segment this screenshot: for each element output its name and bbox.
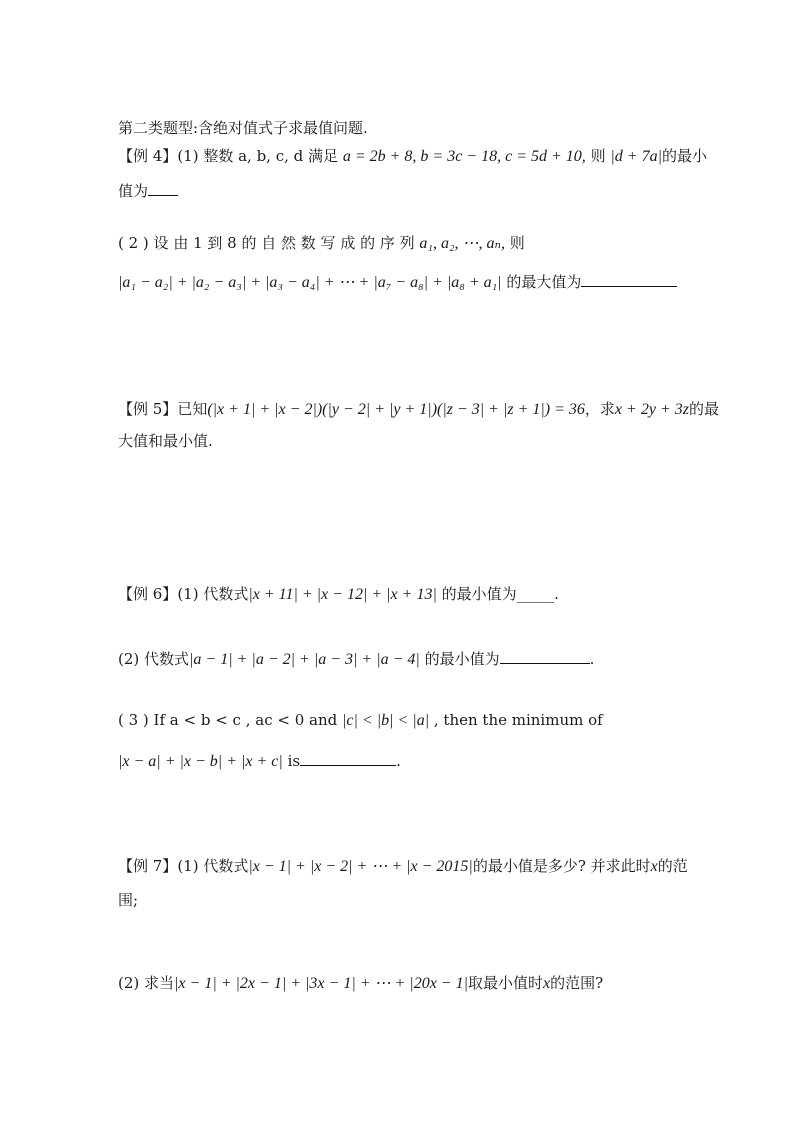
ex6-p1-intro: (1) 代数式 [177, 585, 249, 603]
ex7-p1-tail: 的最小值是多少? 并求此时 [472, 857, 651, 875]
example-7-part-1-line-2: 围; [118, 891, 139, 909]
ex6-p3-is: is [287, 752, 301, 770]
ex7-p2-var: x [543, 975, 551, 992]
ex4-p1-tail: 的最小 [661, 147, 707, 165]
ex6-p1-tail: 的最小值为_____. [441, 585, 559, 603]
ex5-expr: (|x + 1| + |x − 2|)(|y − 2| + |y + 1|)(|z − 3| + |z + 1|) = 36 [207, 401, 585, 418]
ex7-p2-expr: |x − 1| + |2x − 1| + |3x − 1| + ⋯ + |20x − 1| [174, 975, 468, 992]
example-5-label: 【例 5】 [118, 400, 178, 418]
ex6-p2-intro: (2) 代数式 [118, 650, 190, 668]
answer-blank[interactable] [500, 649, 590, 664]
example-6-label: 【例 6】 [118, 585, 178, 603]
ex4-p1-intro: (1) 整数 a, b, c, d 满足 [177, 147, 339, 165]
example-6-part-3-line-2 [118, 750, 401, 773]
example-7-label: 【例 7】 [118, 857, 178, 875]
example-5-line-2: 大值和最小值. [118, 432, 213, 450]
ex4-p1-line2: 值为 [118, 182, 149, 200]
answer-blank[interactable] [581, 272, 677, 287]
example-7-part-1 [118, 855, 688, 878]
example-6-part-1 [118, 583, 559, 606]
answer-blank[interactable] [148, 181, 178, 196]
ex7-p1-intro: (1) 代数式 [177, 857, 249, 875]
ex5-mid: ，求 [584, 400, 615, 418]
example-4-part-2 [118, 232, 525, 255]
example-6-part-3 [118, 709, 603, 732]
ex7-p1-tail2: 的范 [657, 857, 688, 875]
ex5-tail: 的最 [688, 400, 719, 418]
ex6-p2-tail: 的最小值为 [424, 650, 500, 668]
section-title: 第二类题型:含绝对值式子求最值问题. [118, 119, 368, 137]
ex4-p2-then: 则 [509, 234, 525, 252]
ex6-p1-expr: |x + 11| + |x − 12| + |x + 13| [248, 586, 437, 603]
example-4-label: 【例 4】 [118, 147, 178, 165]
example-4-part-2-line-2 [118, 271, 677, 294]
ex5-target: x + 2y + 3z [614, 401, 689, 418]
ex5-intro: 已知 [177, 400, 208, 418]
ex7-p2-tail: 取最小值时 [468, 974, 544, 992]
ex6-p3-b: , then the minimum of [433, 711, 603, 729]
ex4-p1-expr: |d + 7a| [610, 148, 662, 165]
example-7-part-2 [118, 972, 603, 995]
ex4-p2-expr: |a₁ − a₂| + |a₂ − a₃| + |a₃ − a₄| + ⋯ + |a₇ − a₈| + |a₈ + a₁| [118, 274, 502, 291]
answer-blank[interactable] [300, 751, 396, 766]
ex7-p2-intro: (2) 求当 [118, 974, 175, 992]
example-5 [118, 398, 719, 421]
example-6-part-2 [118, 648, 594, 671]
ex4-p2-line1: ( 2 ) 设 由 1 到 8 的 自 然 数 写 成 的 序 列 [118, 234, 415, 252]
ex7-p1-expr: |x − 1| + |x − 2| + ⋯ + |x − 2015| [248, 858, 473, 875]
ex6-p3-a: ( 3 ) If a < b < c , ac < 0 and [118, 711, 338, 729]
ex6-p2-end: . [589, 650, 595, 668]
example-4-part-1 [118, 145, 707, 168]
ex6-p2-expr: |a − 1| + |a − 2| + |a − 3| + |a − 4| [189, 651, 420, 668]
ex4-p1-formula: a = 2b + 8, b = 3c − 18, c = 5d + 10, [342, 148, 586, 165]
example-4-part-1-line-2 [118, 180, 178, 202]
ex6-p3-expr: |x − a| + |x − b| + |x + c| [118, 753, 283, 770]
ex4-p1-then: 则 [590, 147, 606, 165]
ex6-p3-end: . [396, 752, 401, 770]
ex7-p1-var: x [650, 858, 658, 875]
ex6-p3-cond: |c| < |b| < |a| [342, 712, 430, 729]
ex7-p2-tail2: 的范围? [550, 974, 604, 992]
ex4-p2-seq: a₁, a₂, ⋯, aₙ, [419, 235, 506, 252]
ex4-p2-tail: 的最大值为 [506, 273, 582, 291]
